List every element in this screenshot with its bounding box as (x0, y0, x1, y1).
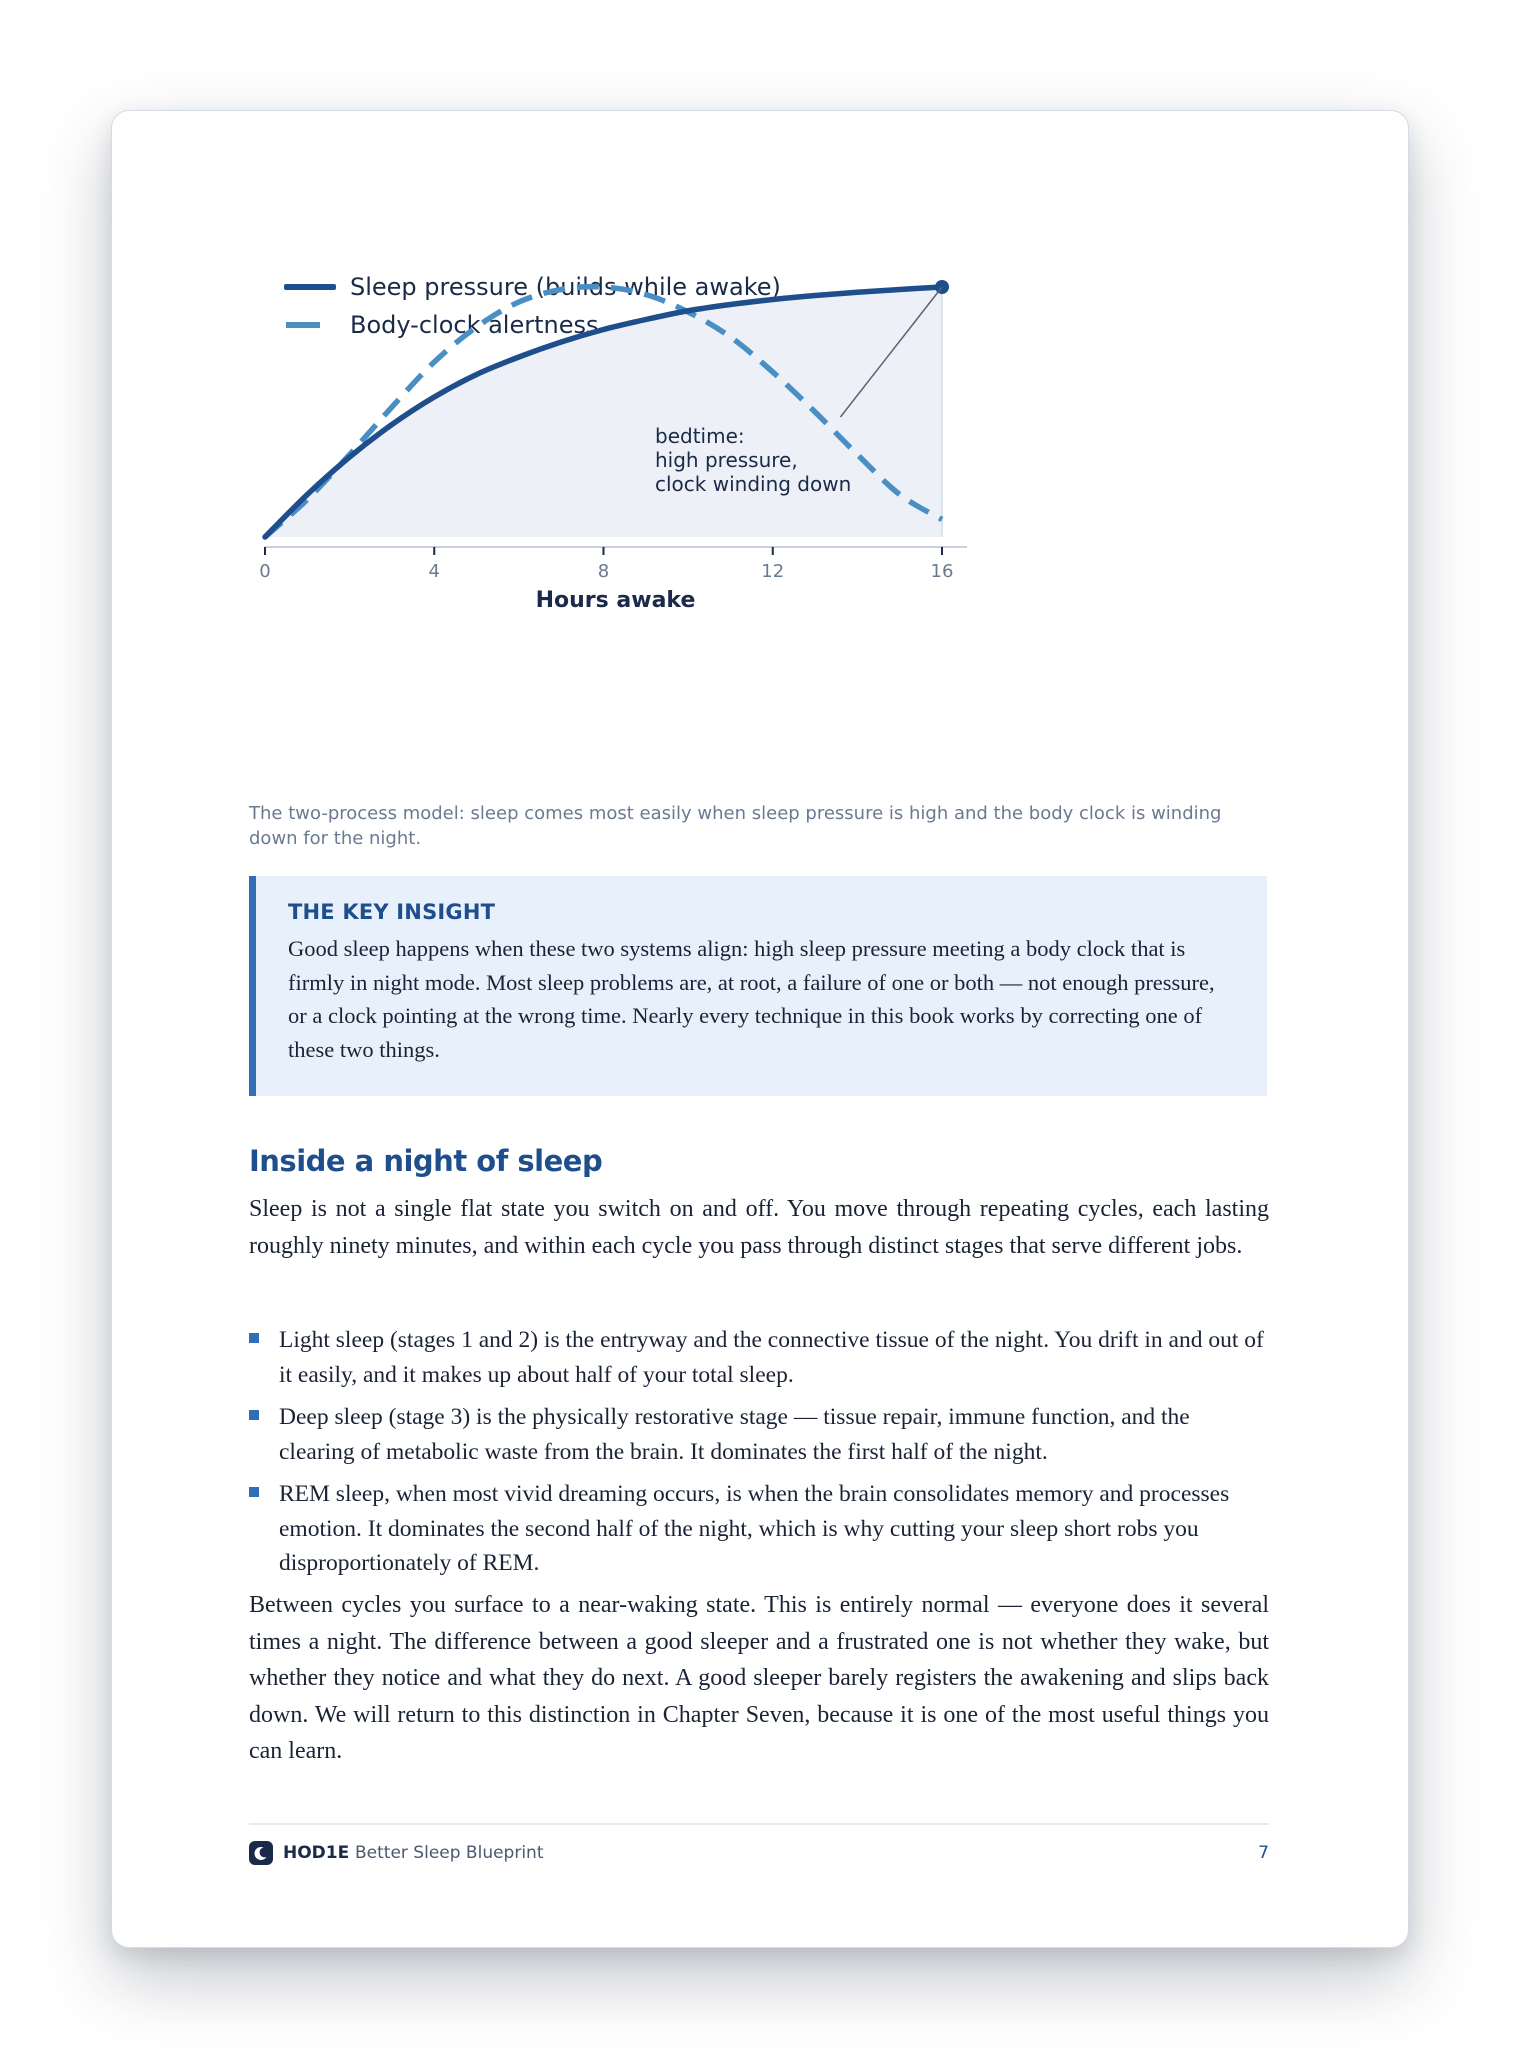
x-axis-title: Hours awake (535, 588, 696, 613)
x-tick-label: 4 (428, 561, 440, 582)
annotation-text: high pressure, (655, 448, 798, 472)
list-item-text: Light sleep (stages 1 and 2) is the entryway and the connective tissue of the night. You drift in and out of it easily, and it makes up about half of your total sleep. (279, 1327, 1264, 1388)
bullet-square-icon (249, 1410, 259, 1420)
footer-book-title: Better Sleep Blueprint (355, 1843, 544, 1863)
callout-text: Good sleep happens when these two systems align: high sleep pressure meeting a body clock that is firmly in night mode. Most sleep problems are, at root, a failure of one or both — not enough pressure, or a clock pointing at the wrong time. Nearly every technique in this book works by correcting one of these two things. (288, 936, 1215, 1062)
x-tick-label: 0 (259, 561, 271, 582)
legend-label: Body-clock alertness (350, 311, 599, 339)
key-insight-callout (249, 876, 1267, 1096)
x-tick-label: 12 (761, 561, 785, 582)
section-closing-paragraph: Between cycles you surface to a near-waking state. This is entirely normal — everyone does it several times a night. The difference between a good sleeper and a frustrated one is not whether they wake, but whether they notice and what they do next. A good sleeper barely registers the awakening and slips back down. We will return to this distinction in Chapter Seven, because it is one of the most useful things you can learn. (249, 1592, 1269, 1764)
figure-caption: The two-process model: sleep comes most easily when sleep pressure is high and the body clock is winding down for the night. (249, 803, 1222, 849)
page-number: 7 (1258, 1843, 1269, 1863)
bullet-square-icon (249, 1333, 259, 1343)
x-tick-label: 16 (930, 561, 954, 582)
callout-title: THE KEY INSIGHT (288, 900, 496, 924)
annotation-text: bedtime: (655, 424, 745, 448)
sleep-pressure-area (265, 287, 942, 537)
list-item-text: Deep sleep (stage 3) is the physically restorative stage — tissue repair, immune function, and the clearing of metabolic waste from the brain. It dominates the first half of the night. (279, 1404, 1190, 1465)
list-item-text: REM sleep, when most vivid dreaming occurs, is when the brain consolidates memory and processes emotion. It dominates the second half of the night, which is why cutting your sleep short robs you disproportionately of REM. (279, 1481, 1230, 1576)
legend-label: Sleep pressure (builds while awake) (350, 273, 781, 301)
two-process-chart (112, 111, 1408, 791)
footer-brand: HOD1E (283, 1843, 350, 1863)
x-tick-label: 8 (597, 561, 610, 582)
bullet-square-icon (249, 1487, 259, 1497)
section-heading: Inside a night of sleep (249, 1144, 603, 1178)
section-intro-paragraph: Sleep is not a single flat state you switch on and off. You move through repeating cycles, each lasting roughly ninety minutes, and within each cycle you pass through distinct stages that serve different jobs. (249, 1196, 1269, 1259)
document-page (111, 110, 1409, 1948)
annotation-text: clock winding down (655, 472, 852, 496)
footer-divider (249, 1823, 1269, 1825)
moon-icon (249, 1841, 273, 1865)
